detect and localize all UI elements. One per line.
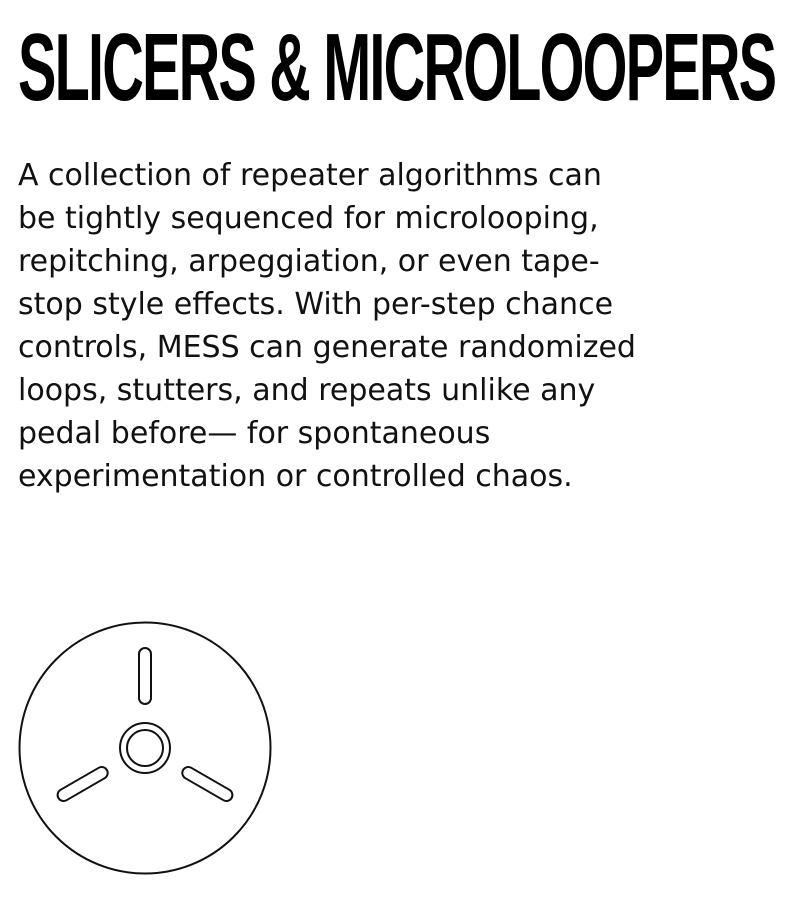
section-title: SLICERS & MICROLOOPERS (18, 14, 776, 121)
feature-section (18, 14, 776, 498)
reel-icon (18, 621, 272, 875)
section-description: A collection of repeater algorithms can be tightly sequenced for microlooping, repitching, arpeggiation, or even tape-stop style effects. With per-step chance controls, MESS can generate randomized loops, stutters, and repeats unlike any pedal before— for spontaneous experimentation or controlled chaos. (18, 158, 636, 494)
